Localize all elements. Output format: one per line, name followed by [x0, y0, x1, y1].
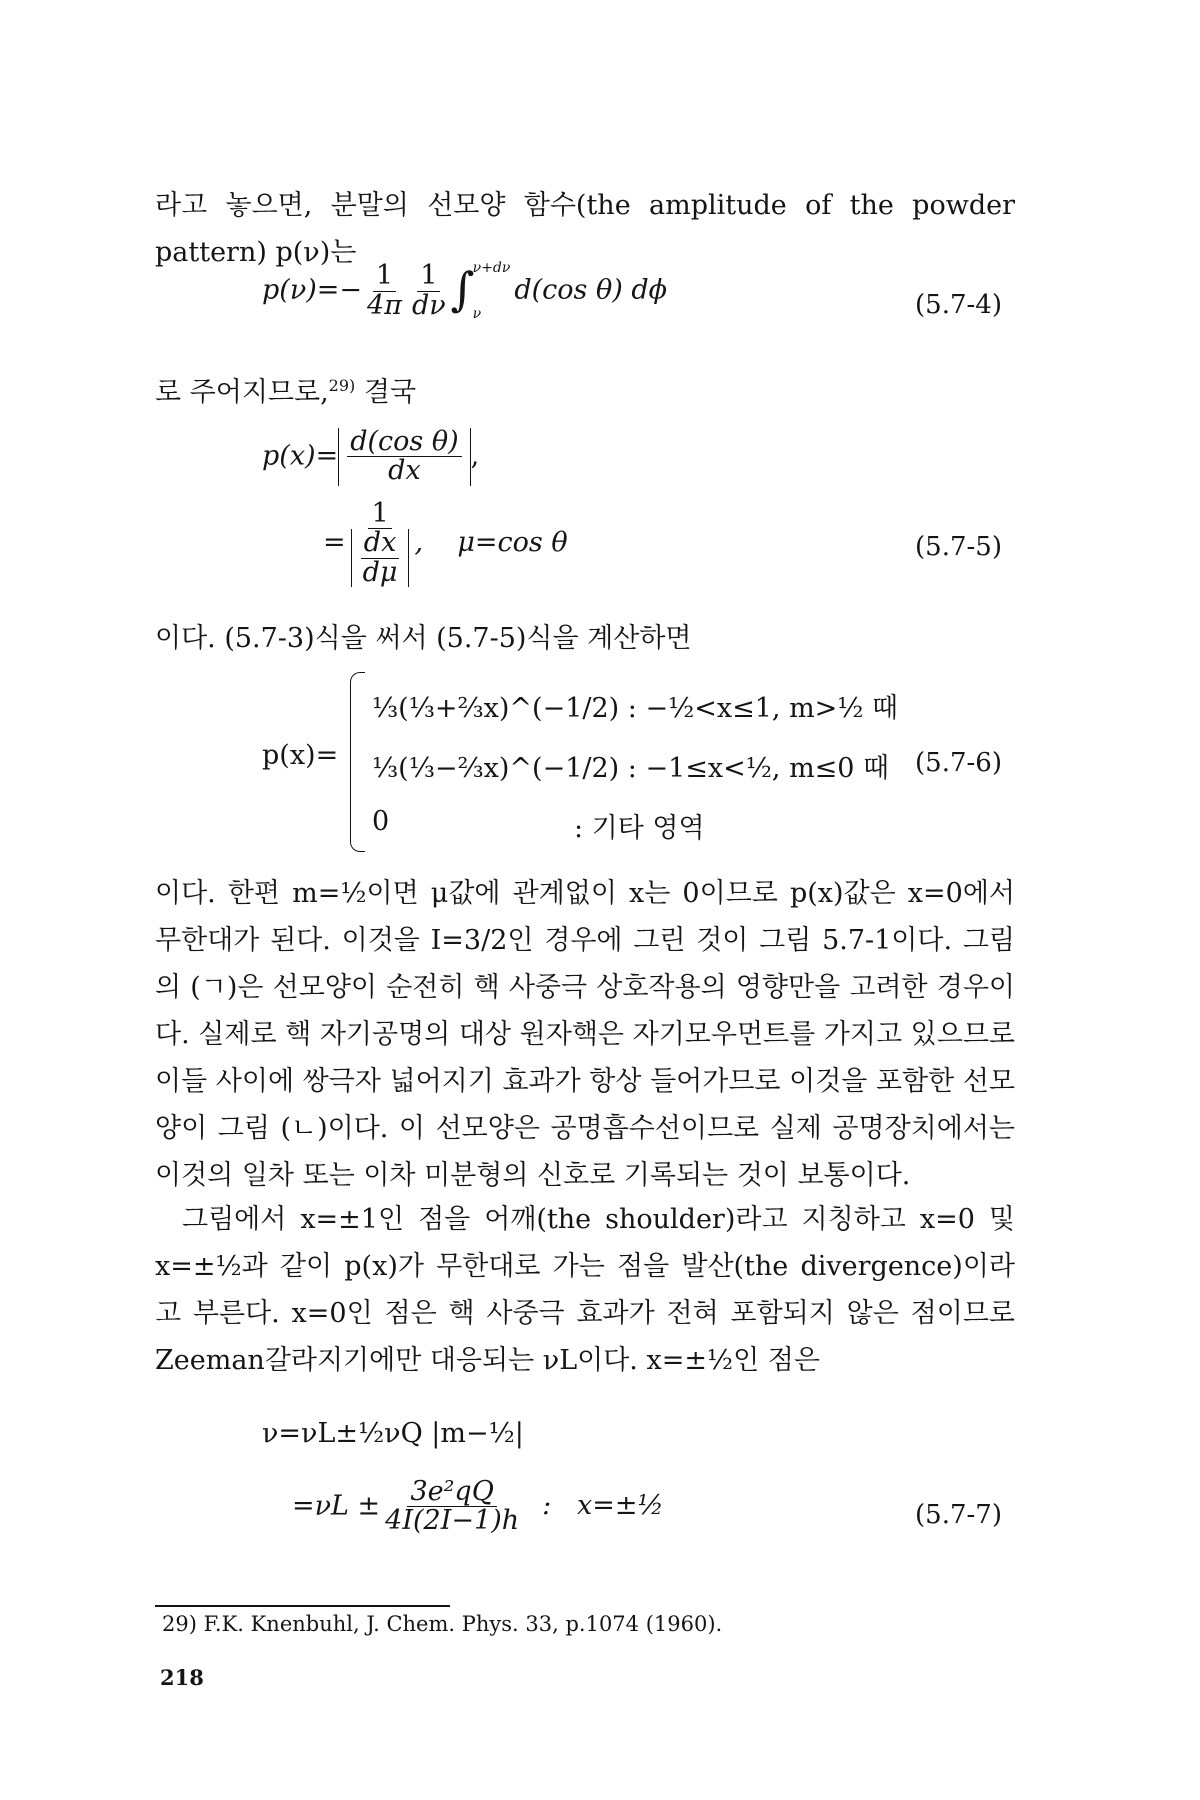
equation-number-5-7-4: (5.7-4)	[915, 290, 1002, 320]
eq6-case1: ⅓(⅓+⅔x)^(−1/2) : −½<x≤1, m>½ 때	[372, 693, 899, 724]
integral-sign: ∫	[450, 262, 475, 316]
equation-number-5-7-7: (5.7-7)	[915, 1500, 1002, 1530]
eq4-body: d(cos θ) dϕ	[514, 274, 668, 306]
eq5-line2-eq: =	[323, 527, 346, 559]
eq6-lhs: p(x)=	[262, 740, 339, 771]
eq5-inner-den: dμ	[362, 556, 398, 588]
equation-5-7-5-line2	[323, 500, 568, 587]
paragraph-intro: 라고 놓으면, 분말의 선모양 함수(the amplitude of the powder pattern) p(ν)는	[155, 190, 1015, 268]
eq7-condition: : x=±½	[542, 1490, 664, 1522]
eq4-frac1-num: 1	[373, 262, 396, 291]
equation-number-5-7-5: (5.7-5)	[915, 532, 1002, 562]
p2-text: 로 주어지므로,	[155, 377, 329, 408]
paragraph-compute: 이다. (5.7-3)식을 써서 (5.7-5)식을 계산하면	[155, 623, 692, 654]
eq5-relation: , μ=cos θ	[414, 527, 568, 559]
eq6-case3-condition: : 기타 영역	[574, 813, 705, 844]
eq5-den: dx	[388, 455, 421, 487]
footnote-29: 29) F.K. Knenbuhl, J. Chem. Phys. 33, p.1074 (1960).	[162, 1612, 723, 1636]
footnote-ref-29: 29)	[328, 376, 356, 395]
eq4-frac2-den: dν	[411, 289, 446, 321]
paragraph-given	[155, 362, 1015, 416]
eq5-one: 1	[368, 500, 391, 529]
eq7-line1: ν=νL±½νQ |m−½|	[262, 1418, 524, 1449]
footnote-rule	[155, 1605, 450, 1607]
eq7-num: 3e²qQ	[407, 1478, 496, 1507]
eq4-frac1-den: 4π	[367, 289, 402, 321]
eq7-den: 4I(2I−1)h	[385, 1505, 520, 1537]
eq4-lhs: p(ν)=−	[262, 274, 363, 306]
eq5-lhs: p(x)=	[262, 440, 339, 472]
eq5-comma: ,	[470, 440, 480, 472]
eq6-case3-value: 0	[372, 806, 390, 837]
equation-number-5-7-6: (5.7-6)	[915, 748, 1002, 778]
equation-5-7-5-line1	[262, 428, 479, 486]
paragraph-shoulder: 그림에서 x=±1인 점을 어깨(the shoulder)라고 지칭하고 x=0 및 x=±½과 같이 p(x)가 무한대로 가는 점을 발산(the divergence)이라고 부른다. x=0인 점은 핵 사중극 효과가 전혀 포함되지 않은 점이므로 Zeeman갈라지기에만 대응되는 νL이다. x=±½인 점은	[155, 1204, 1015, 1376]
eq4-frac2-num: 1	[417, 262, 440, 291]
eq7-prefix: =νL ±	[292, 1490, 381, 1522]
paragraph-divergence: 이다. 한편 m=½이면 μ값에 관계없이 x는 0이므로 p(x)값은 x=0에서 무한대가 된다. 이것을 I=3/2인 경우에 그린 것이 그림 5.7-1이다. 그림의 (ㄱ)은 선모양이 순전히 핵 사중극 상호작용의 영향만을 고려한 경우이다. 실제로 핵 자기공명의 대상 원자핵은 자기모우먼트를 가지고 있으므로 이들 사이에 쌍극자 넓어지기 효과가 항상 들어가므로 이것을 포함한 선모양이 그림 (ㄴ)이다. 이 선모양은 공명흡수선이므로 실제 공명장치에서는 이것의 일차 또는 이차 미분형의 신호로 기록되는 것이 보통이다.	[155, 878, 1015, 1191]
eq4-int-upper: ν+dν	[472, 260, 511, 276]
p2-tail: 결국	[363, 377, 417, 408]
eq4-int-lower: ν	[472, 306, 482, 322]
equation-5-7-4	[262, 260, 667, 322]
page-number: 218	[160, 1665, 204, 1690]
equation-5-7-7-line2	[292, 1478, 664, 1536]
eq6-case2: ⅓(⅓−⅔x)^(−1/2) : −1≤x<½, m≤0 때	[372, 753, 890, 784]
eq5-num: d(cos θ)	[347, 428, 461, 457]
cases-brace	[350, 672, 365, 852]
eq5-inner-num: dx	[361, 529, 400, 558]
